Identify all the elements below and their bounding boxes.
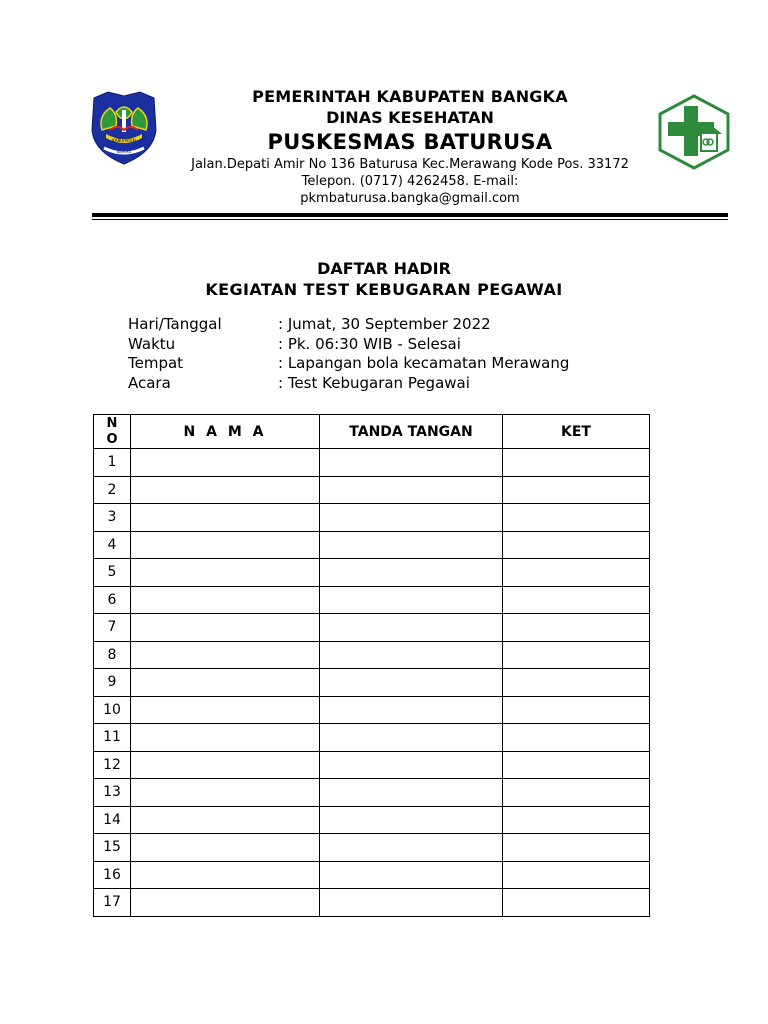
tanda-tangan-cell[interactable]: [320, 449, 503, 477]
table-row: [94, 641, 650, 669]
tanda-tangan-cell[interactable]: [320, 779, 503, 807]
nama-cell[interactable]: [131, 834, 320, 862]
ket-cell[interactable]: [503, 531, 650, 559]
table-row: [94, 669, 650, 697]
institution-name: PUSKESMAS BATURUSA: [267, 130, 553, 154]
tanda-tangan-cell[interactable]: [320, 834, 503, 862]
row-number: 5: [94, 559, 131, 587]
row-number: 10: [94, 696, 131, 724]
header-no: N O: [94, 415, 131, 449]
nama-cell[interactable]: [131, 449, 320, 477]
ket-cell[interactable]: [503, 861, 650, 889]
info-row: [128, 354, 569, 374]
tanda-tangan-cell[interactable]: [320, 559, 503, 587]
row-number: 12: [94, 751, 131, 779]
nama-cell[interactable]: [131, 751, 320, 779]
tanda-tangan-cell[interactable]: [320, 504, 503, 532]
row-number: 7: [94, 614, 131, 642]
table-row: [94, 861, 650, 889]
header-nama: N A M A: [131, 415, 320, 449]
tanda-tangan-cell[interactable]: [320, 476, 503, 504]
nama-cell[interactable]: [131, 696, 320, 724]
table-row: [94, 449, 650, 477]
tanda-tangan-cell[interactable]: [320, 669, 503, 697]
puskesmas-logo: [656, 94, 732, 170]
info-label: Hari/Tanggal: [128, 315, 222, 333]
letterhead: [160, 86, 660, 207]
tanda-tangan-cell[interactable]: [320, 641, 503, 669]
table-row: [94, 889, 650, 917]
ket-cell[interactable]: [503, 724, 650, 752]
nama-cell[interactable]: [131, 476, 320, 504]
address: Jalan.Depati Amir No 136 Baturusa Kec.Merawang Kode Pos. 33172: [191, 157, 629, 172]
tanda-tangan-cell[interactable]: [320, 806, 503, 834]
row-number: 1: [94, 449, 131, 477]
document-title: [0, 258, 768, 300]
nama-cell[interactable]: [131, 641, 320, 669]
nama-cell[interactable]: [131, 889, 320, 917]
row-number: 15: [94, 834, 131, 862]
ket-cell[interactable]: [503, 806, 650, 834]
nama-cell[interactable]: [131, 779, 320, 807]
nama-cell[interactable]: [131, 586, 320, 614]
table-row: [94, 724, 650, 752]
table-row: [94, 476, 650, 504]
email: pkmbaturusa.bangka@gmail.com: [300, 191, 520, 206]
letterhead-divider-thin: [92, 219, 728, 220]
info-row: [128, 335, 569, 355]
nama-cell[interactable]: [131, 614, 320, 642]
phone: Telepon. (0717) 4262458. E-mail:: [301, 174, 519, 189]
table-row: [94, 779, 650, 807]
nama-cell[interactable]: [131, 559, 320, 587]
row-number: 17: [94, 889, 131, 917]
row-number: 3: [94, 504, 131, 532]
ket-cell[interactable]: [503, 834, 650, 862]
ket-cell[interactable]: [503, 586, 650, 614]
ket-cell[interactable]: [503, 614, 650, 642]
ket-cell[interactable]: [503, 669, 650, 697]
title-line-2: KEGIATAN TEST KEBUGARAN PEGAWAI: [205, 280, 563, 299]
row-number: 4: [94, 531, 131, 559]
nama-cell[interactable]: [131, 861, 320, 889]
nama-cell[interactable]: [131, 531, 320, 559]
info-value: : Jumat, 30 September 2022: [278, 315, 491, 333]
info-label: Waktu: [128, 334, 176, 353]
ket-cell[interactable]: [503, 696, 650, 724]
nama-cell[interactable]: [131, 669, 320, 697]
svg-text:KABUPATEN: KABUPATEN: [112, 138, 136, 143]
table-row: [94, 531, 650, 559]
event-info: [128, 315, 569, 393]
letterhead-divider-thick: [92, 213, 728, 217]
ket-cell[interactable]: [503, 641, 650, 669]
table-header-row: [94, 415, 650, 449]
ket-cell[interactable]: [503, 449, 650, 477]
table-row: [94, 806, 650, 834]
tanda-tangan-cell[interactable]: [320, 724, 503, 752]
info-row: [128, 315, 569, 335]
ket-cell[interactable]: [503, 751, 650, 779]
kabupaten-bangka-logo: [88, 90, 160, 166]
ket-cell[interactable]: [503, 559, 650, 587]
info-label: Tempat: [128, 354, 184, 372]
tanda-tangan-cell[interactable]: [320, 614, 503, 642]
tanda-tangan-cell[interactable]: [320, 861, 503, 889]
svg-text:BANGKA: BANGKA: [116, 150, 132, 154]
row-number: 16: [94, 861, 131, 889]
ket-cell[interactable]: [503, 779, 650, 807]
government-name: PEMERINTAH KABUPATEN BANGKA: [252, 87, 568, 106]
info-label: Acara: [128, 373, 171, 392]
tanda-tangan-cell[interactable]: [320, 586, 503, 614]
table-row: [94, 834, 650, 862]
table-row: [94, 751, 650, 779]
tanda-tangan-cell[interactable]: [320, 696, 503, 724]
nama-cell[interactable]: [131, 504, 320, 532]
row-number: 8: [94, 641, 131, 669]
nama-cell[interactable]: [131, 806, 320, 834]
row-number: 2: [94, 476, 131, 504]
tanda-tangan-cell[interactable]: [320, 889, 503, 917]
ket-cell[interactable]: [503, 476, 650, 504]
nama-cell[interactable]: [131, 724, 320, 752]
ket-cell[interactable]: [503, 889, 650, 917]
tanda-tangan-cell[interactable]: [320, 751, 503, 779]
header-ket: KET: [503, 415, 650, 449]
table-row: [94, 586, 650, 614]
title-line-1: DAFTAR HADIR: [317, 259, 451, 278]
row-number: 6: [94, 586, 131, 614]
row-number: 11: [94, 724, 131, 752]
table-row: [94, 696, 650, 724]
tanda-tangan-cell[interactable]: [320, 531, 503, 559]
table-row: [94, 559, 650, 587]
info-value: : Lapangan bola kecamatan Merawang: [278, 354, 570, 372]
department-name: DINAS KESEHATAN: [326, 108, 494, 127]
info-row: [128, 374, 569, 394]
ket-cell[interactable]: [503, 504, 650, 532]
table-row: [94, 504, 650, 532]
header-tanda-tangan: TANDA TANGAN: [320, 415, 503, 449]
attendance-table: [93, 414, 650, 917]
info-value: : Test Kebugaran Pegawai: [278, 373, 470, 392]
info-value: : Pk. 06:30 WIB - Selesai: [278, 334, 461, 353]
row-number: 13: [94, 779, 131, 807]
row-number: 14: [94, 806, 131, 834]
table-row: [94, 614, 650, 642]
row-number: 9: [94, 669, 131, 697]
